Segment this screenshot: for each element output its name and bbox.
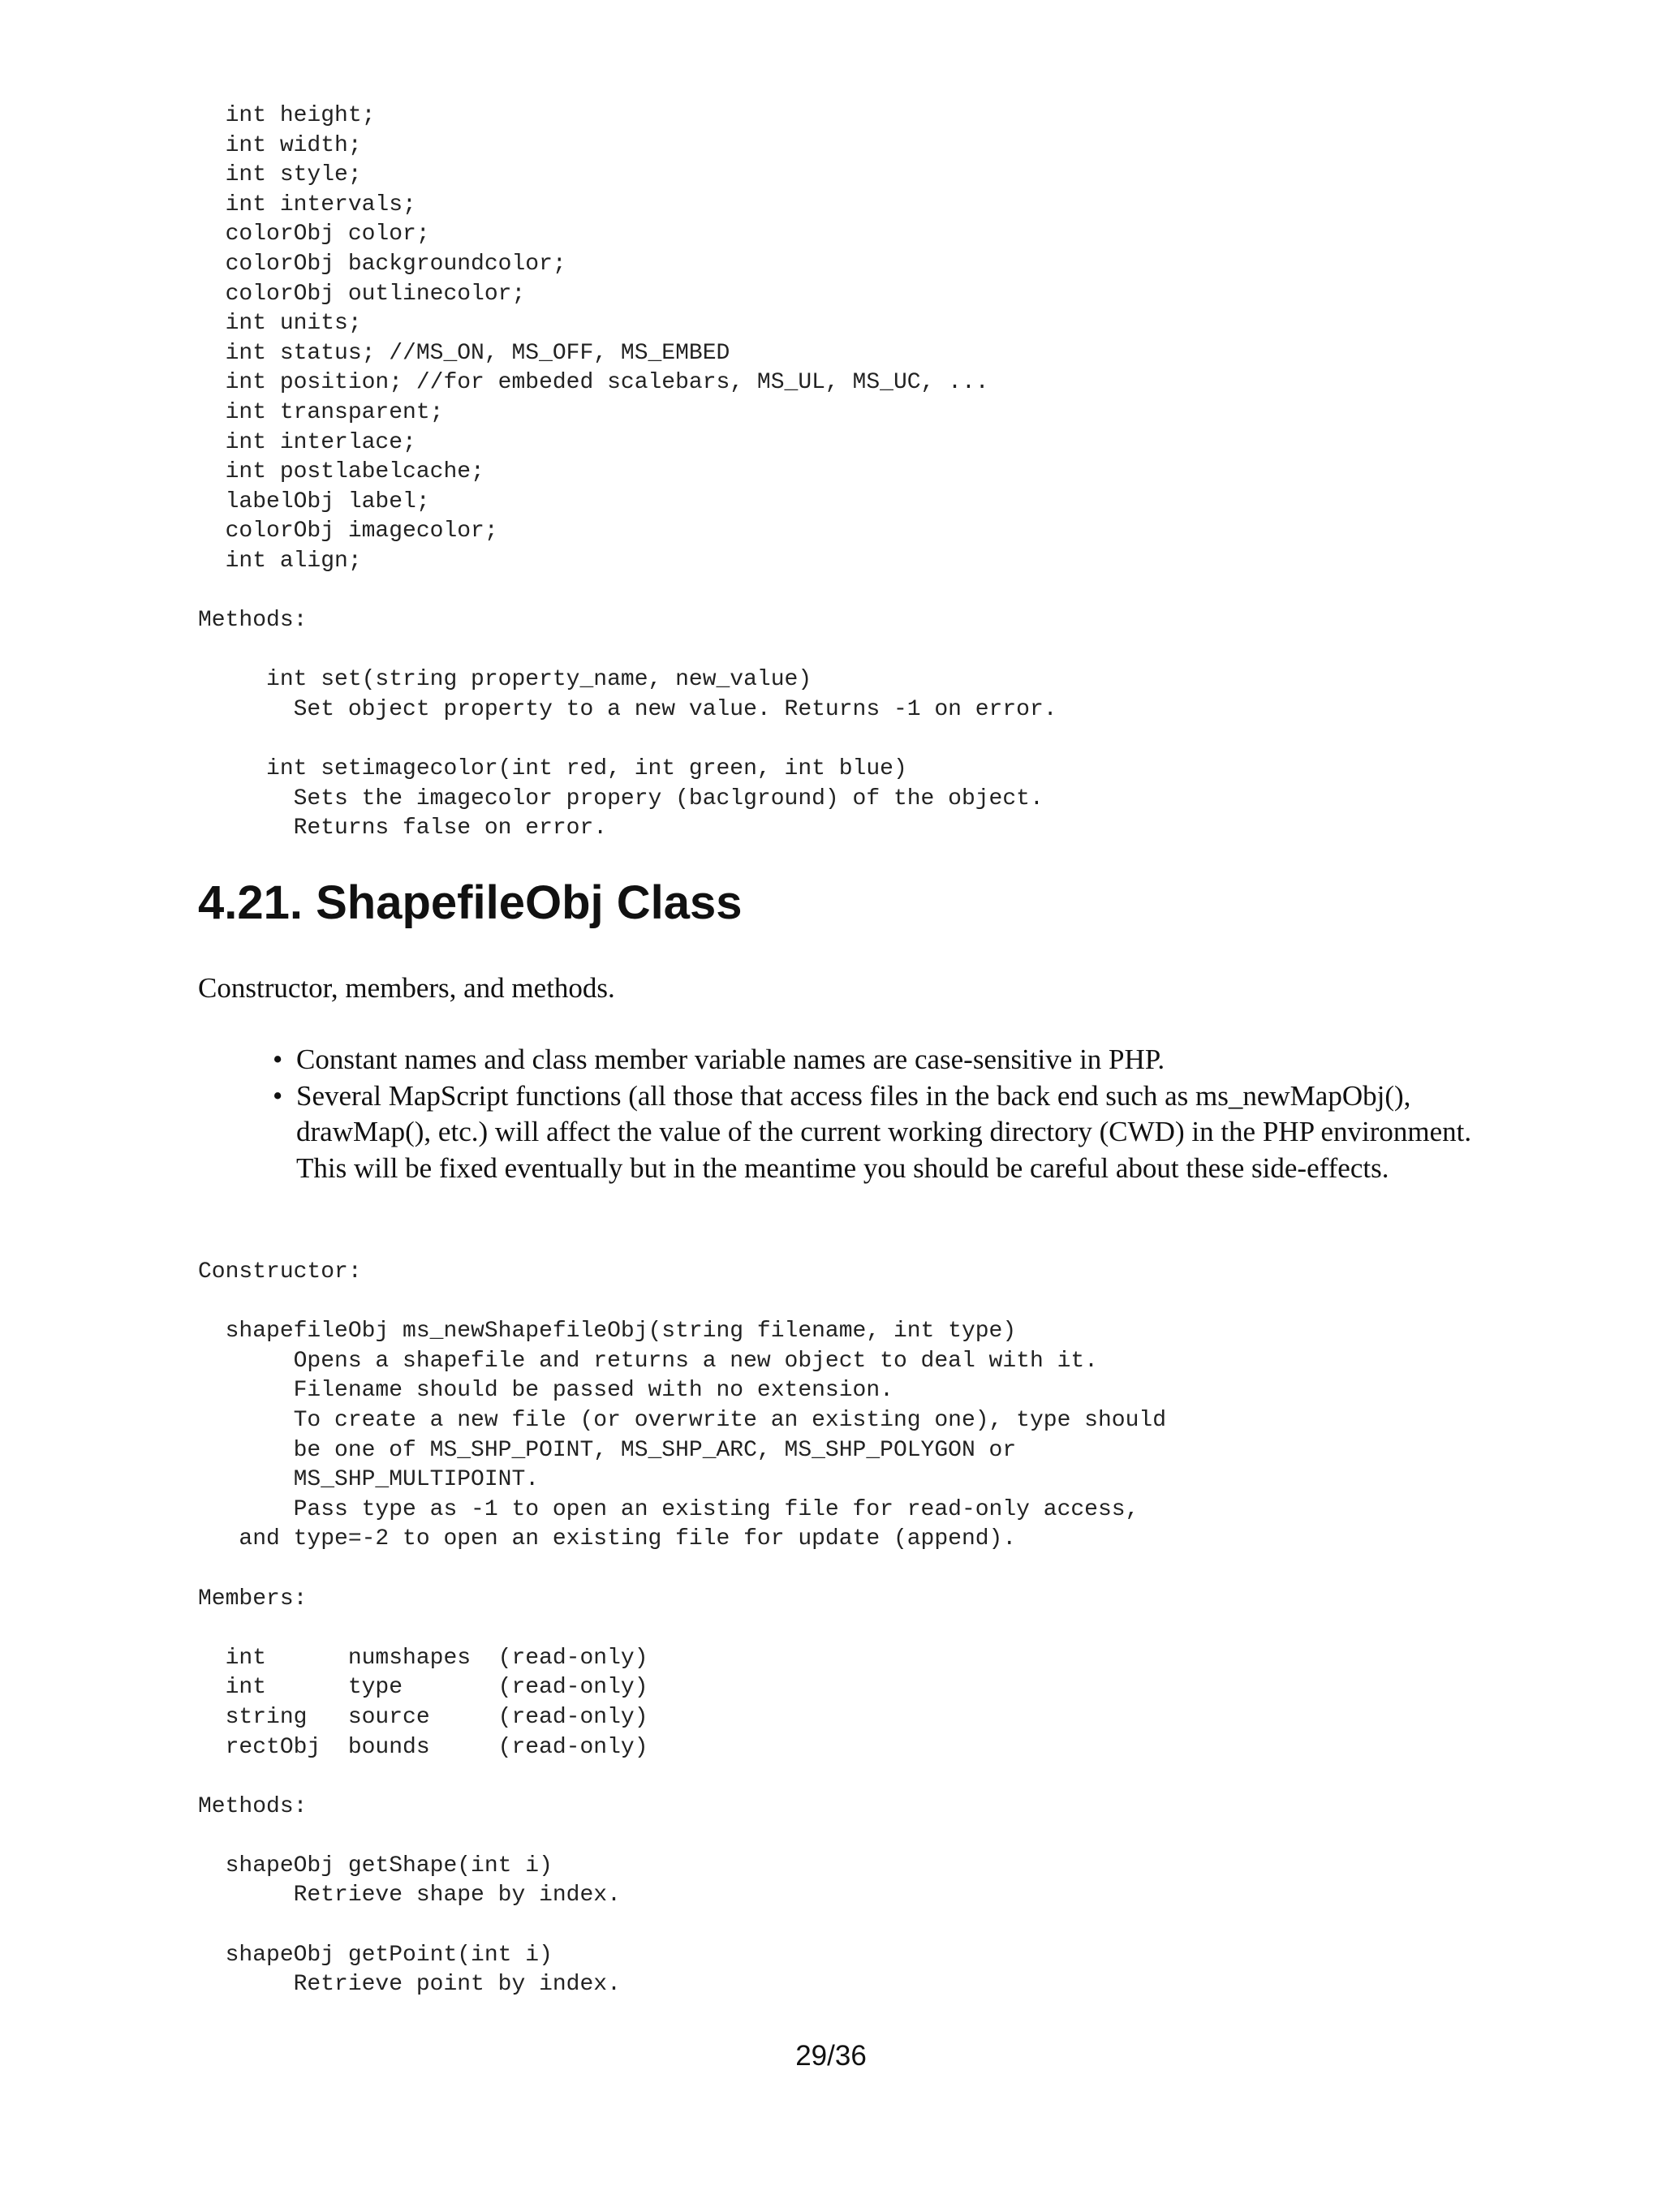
notes-list <box>0 1042 1481 1186</box>
list-item <box>0 1078 1481 1187</box>
bullet-icon: • <box>273 1079 283 1112</box>
note-text: Several MapScript functions (all those that access files in the back end such as ms_newMapObj(), drawMap(), etc.) will affect the value of the current working directory (CWD) in the PHP environment. This will be fixed eventually but in the meantime you should be careful about these side-effects. <box>296 1079 1472 1184</box>
page-number: 29/36 <box>795 2040 867 2072</box>
shapefileobj-code-block: Constructor: shapefileObj ms_newShapefileObj(string filename, int type) Opens a shapefile and returns a new object to deal with it. Filename should be passed with no extension. To create a new file (or overwrite an existing one), type should be one of MS_SHP_POINT, MS_SHP_ARC, MS_SHP_POLYGON or MS_SHP_MULTIPOINT. Pass type as -1 to open an existing file for read-only access, and type=-2 to open an existing file for update (append). Members: int numshapes (read-only) int type (read-only) string source (read-only) rectObj bounds (read-only) Methods: shapeObj getShape(int i) Retrieve shape by index. shapeObj getPoint(int i) Retrieve point by index. <box>198 1259 1166 1998</box>
bullet-icon: • <box>273 1044 283 1075</box>
section-intro: Constructor, members, and methods. <box>198 972 615 1004</box>
section-heading: 4.21. ShapefileObj Class <box>198 876 743 929</box>
list-item <box>0 1042 1481 1078</box>
note-text: Constant names and class member variable names are case-sensitive in PHP. <box>296 1044 1165 1075</box>
scalebar-members-code-block: int height; int width; int style; int intervals; colorObj color; colorObj backgroundcolor; colorObj outlinecolor; int units; int status; //MS_ON, MS_OFF, MS_EMBED int position; //for embeded scalebars, MS_UL, MS_UC, ... int transparent; int interlace; int postlabelcache; labelObj label; colorObj imagecolor; int align; Methods: int set(string property_name, new_value) Set object property to a new value. Returns -1 on error. int setimagecolor(int red, int green, int blue) Sets the imagecolor propery (baclground) of the object. Returns false on error. <box>198 103 1057 841</box>
